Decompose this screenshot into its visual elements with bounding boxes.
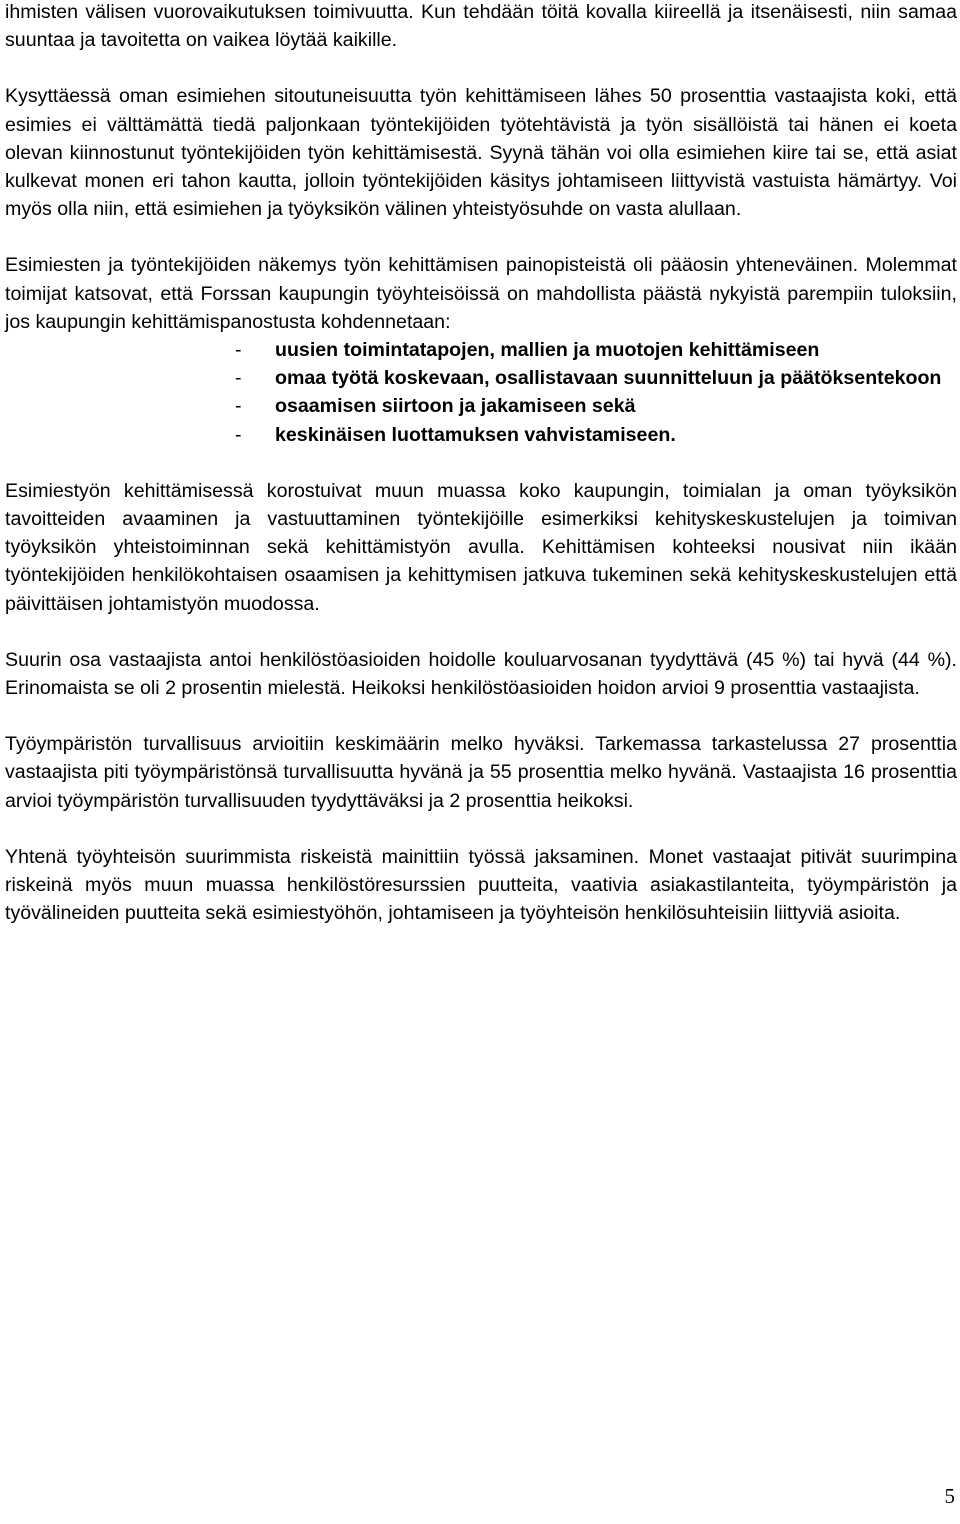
list-item-text: omaa työtä koskevaan, osallistavaan suunnitteluun ja päätöksentekoon [275, 367, 942, 390]
list-item [235, 421, 957, 449]
list-dash: - [235, 339, 242, 362]
paragraph-intro-continuation: ihmisten välisen vuorovaikutuksen toimivuutta. Kun tehdään töitä kovalla kiireellä ja itsenäisesti, niin samaa suuntaa ja tavoitetta on vaikea löytää kaikille. [5, 1, 957, 52]
list-item [235, 392, 957, 420]
development-focus-list [5, 336, 957, 449]
paragraph-work-safety: Työympäristön turvallisuus arvioitiin keskimäärin melko hyväksi. Tarkemassa tarkastelussa 27 prosenttia vastaajista piti työympäristönsä turvallisuutta hyvänä ja 55 prosenttia melko hyvänä. Vastaajista 16 prosenttia arvioi työympäristön turvallisuuden tyydyttäväksi ja 2 prosenttia heikoksi. [5, 733, 957, 812]
list-item [235, 364, 957, 392]
list-dash: - [235, 423, 242, 446]
list-item-text: osaamisen siirtoon ja jakamiseen sekä [275, 395, 636, 418]
paragraph-hr-grades: Suurin osa vastaajista antoi henkilöstöasioiden hoidolle kouluarvosanan tyydyttävä (45 %) tai hyvä (44 %). Erinomaista se oli 2 prosentin mielestä. Heikoksi henkilöstöasioiden hoidon arvioi 9 prosenttia vastaajista. [5, 648, 957, 700]
list-dash: - [235, 395, 242, 418]
list-dash: - [235, 367, 242, 390]
document-page [5, 0, 957, 927]
list-item-text: keskinäisen luottamuksen vahvistamiseen. [275, 423, 676, 446]
list-item-text: uusien toimintatapojen, mallien ja muotojen kehittämiseen [275, 339, 820, 362]
paragraph-risks: Yhtenä työyhteisön suurimmista riskeistä mainittiin työssä jaksaminen. Monet vastaajat pitivät suurimpina riskeinä myös muun muassa henkilöstöresurssien puutteita, vaativia asiakastilanteita, työympäristön ja työvälineiden puutteita sekä esimiestyöhön, johtamiseen ja työyhteisön henkilösuhteisiin liittyviä asioita. [5, 845, 957, 925]
page-number: 5 [944, 1484, 955, 1508]
paragraph-development-focus: Esimiesten ja työntekijöiden näkemys työn kehittämisen painopisteistä oli pääosin yhteneväinen. Molemmat toimijat katsovat, että Forssan kaupungin työyhteisöissä on mahdollista päästä nykyistä parempiin tuloksiin, jos kaupungin kehittämispanostusta kohdennetaan: [5, 254, 957, 333]
paragraph-supervisor-work: Esimiestyön kehittämisessä korostuivat muun muassa koko kaupungin, toimialan ja oman työyksikön tavoitteiden avaaminen ja vastuuttaminen työntekijöille esimerkiksi kehityskeskustelujen ja toimivan työyksikön yhteistoiminnan sekä kehittämistyön avulla. Kehittämisen kohteeksi nousivat niin ikään työntekijöiden henkilökohtaisen osaamisen ja kehittymisen jatkuva tukeminen sekä kehityskeskustelujen että päivittäisen johtamistyön muodossa. [5, 479, 957, 615]
paragraph-supervisor-commitment: Kysyttäessä oman esimiehen sitoutuneisuutta työn kehittämiseen lähes 50 prosenttia vastaajista koki, että esimies ei välttämättä tiedä paljonkaan työntekijöiden työtehtävistä ja työn sisällöistä tai hänen ei koeta olevan kiinnostunut työntekijöiden työn kehittämisestä. Syynä tähän voi olla esimiehen kiire tai se, että asiat kulkevat monen eri tahon kautta, jolloin työntekijöiden käsitys johtamiseen liittyvistä vastuista hämärtyy. Voi myös olla niin, että esimiehen ja työyksikön välinen yhteistyösuhde on vasta alullaan. [5, 85, 957, 221]
list-item [235, 336, 957, 364]
